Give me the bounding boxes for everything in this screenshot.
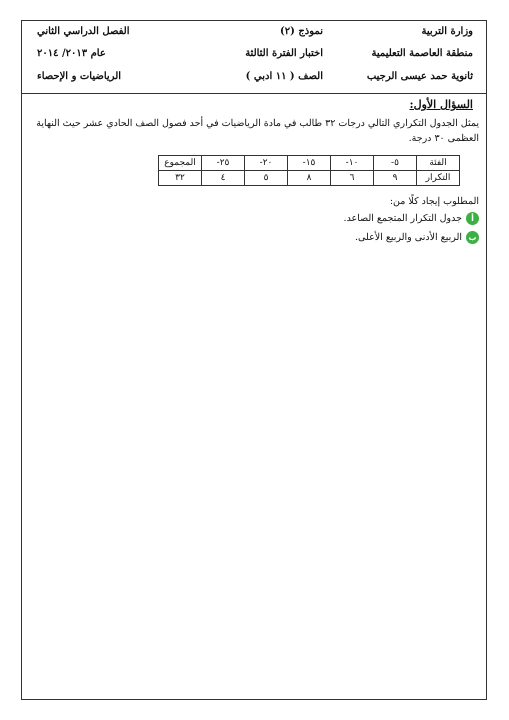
header-row-2: [21, 48, 487, 68]
question-item: [344, 212, 479, 225]
item-text: جدول التكرار المتجمع الصاعد.: [343, 213, 462, 224]
table-cell: ١٥-: [288, 156, 331, 171]
frequency-table: [158, 155, 460, 186]
exam-header: [21, 20, 487, 94]
question-intro: يمثل الجدول التكراري التالي درجات ٣٢ طالب في مادة الرياضيات في أحد فصول الصف الحادي عشر حيث النهاية العظمى ٣٠ درجة.: [36, 118, 479, 144]
table-header-cell: الفئة: [417, 156, 460, 171]
table-cell: ٣٢: [159, 171, 202, 186]
question-item: [355, 231, 479, 244]
school-label: ثانوية حمد عيسى الرجيب: [366, 71, 473, 82]
header-row-3: [21, 71, 487, 91]
table-cell: ٦: [331, 171, 374, 186]
model-label: نموذج (٢): [280, 26, 323, 37]
table-cell: ٨: [288, 171, 331, 186]
table-cell: المجموع: [159, 156, 202, 171]
header-row-1: [21, 26, 487, 46]
semester-label: الفصل الدراسي الثاني: [37, 26, 130, 37]
table-cell: ١٠-: [331, 156, 374, 171]
question-title: السؤال الأول:: [409, 98, 473, 111]
table-cell: ٢٥-: [202, 156, 245, 171]
table-cell: ٢٠-: [245, 156, 288, 171]
table-cell: ٤: [202, 171, 245, 186]
table-row: [159, 156, 460, 171]
district-label: منطقة العاصمة التعليمية: [371, 48, 473, 59]
exam-period-label: اختبار الفترة الثالثة: [245, 48, 323, 59]
table-cell: ٥: [245, 171, 288, 186]
ministry-label: وزارة التربية: [421, 26, 473, 37]
subject-label: الرياضيات و الإحصاء: [37, 71, 122, 82]
table-row: [159, 171, 460, 186]
grade-label: الصف ( ١١ ادبي ): [245, 71, 323, 82]
table-cell: ٥-: [374, 156, 417, 171]
item-marker-icon: أ: [466, 212, 479, 225]
table-cell: ٩: [374, 171, 417, 186]
item-marker-icon: ب: [466, 231, 479, 244]
required-prompt: المطلوب إيجاد كلًا من:: [389, 196, 479, 207]
academic-year-label: عام ٢٠١٣/ ٢٠١٤: [37, 48, 106, 59]
table-header-cell: التكرار: [417, 171, 460, 186]
item-text: الربيع الأدنى والربيع الأعلى.: [355, 232, 462, 243]
